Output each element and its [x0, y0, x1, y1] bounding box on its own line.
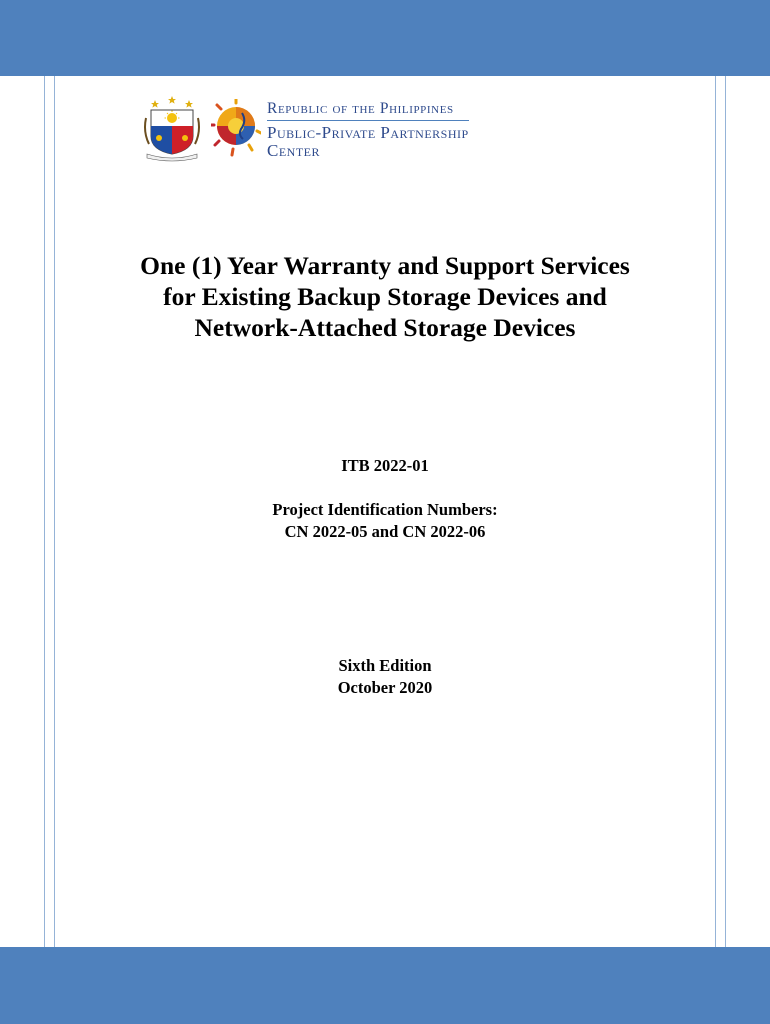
frame-line-right-outer [725, 76, 726, 947]
frame-line-left-inner [54, 76, 55, 947]
itb-number: ITB 2022-01 [341, 456, 429, 475]
top-color-band [0, 0, 770, 76]
edition-name: Sixth Edition [338, 656, 432, 675]
frame-line-left-outer [44, 76, 45, 947]
document-title-line2: for Existing Backup Storage Devices and [163, 282, 607, 311]
header-logo-block [143, 96, 469, 162]
org-name-line2: Public-Private Partnership [267, 122, 469, 142]
organization-name [267, 100, 469, 159]
document-title-line3: Network-Attached Storage Devices [194, 313, 576, 342]
bottom-color-band [0, 947, 770, 1024]
edition-block [60, 655, 710, 699]
document-title [60, 250, 710, 343]
frame-line-right-inner [715, 76, 716, 947]
project-id-label: Project Identification Numbers: [272, 500, 498, 519]
ppp-center-logo-icon [211, 99, 261, 159]
itb-number-block [60, 455, 710, 477]
org-name-line3: Center [267, 140, 320, 160]
philippine-seal-icon [143, 96, 201, 162]
edition-date: October 2020 [337, 678, 433, 697]
org-name-line1: Republic of the Philippines [267, 100, 469, 121]
project-id-block [60, 499, 710, 543]
document-title-line1: One (1) Year Warranty and Support Services [140, 251, 630, 280]
project-id-numbers: CN 2022-05 and CN 2022-06 [284, 522, 486, 541]
